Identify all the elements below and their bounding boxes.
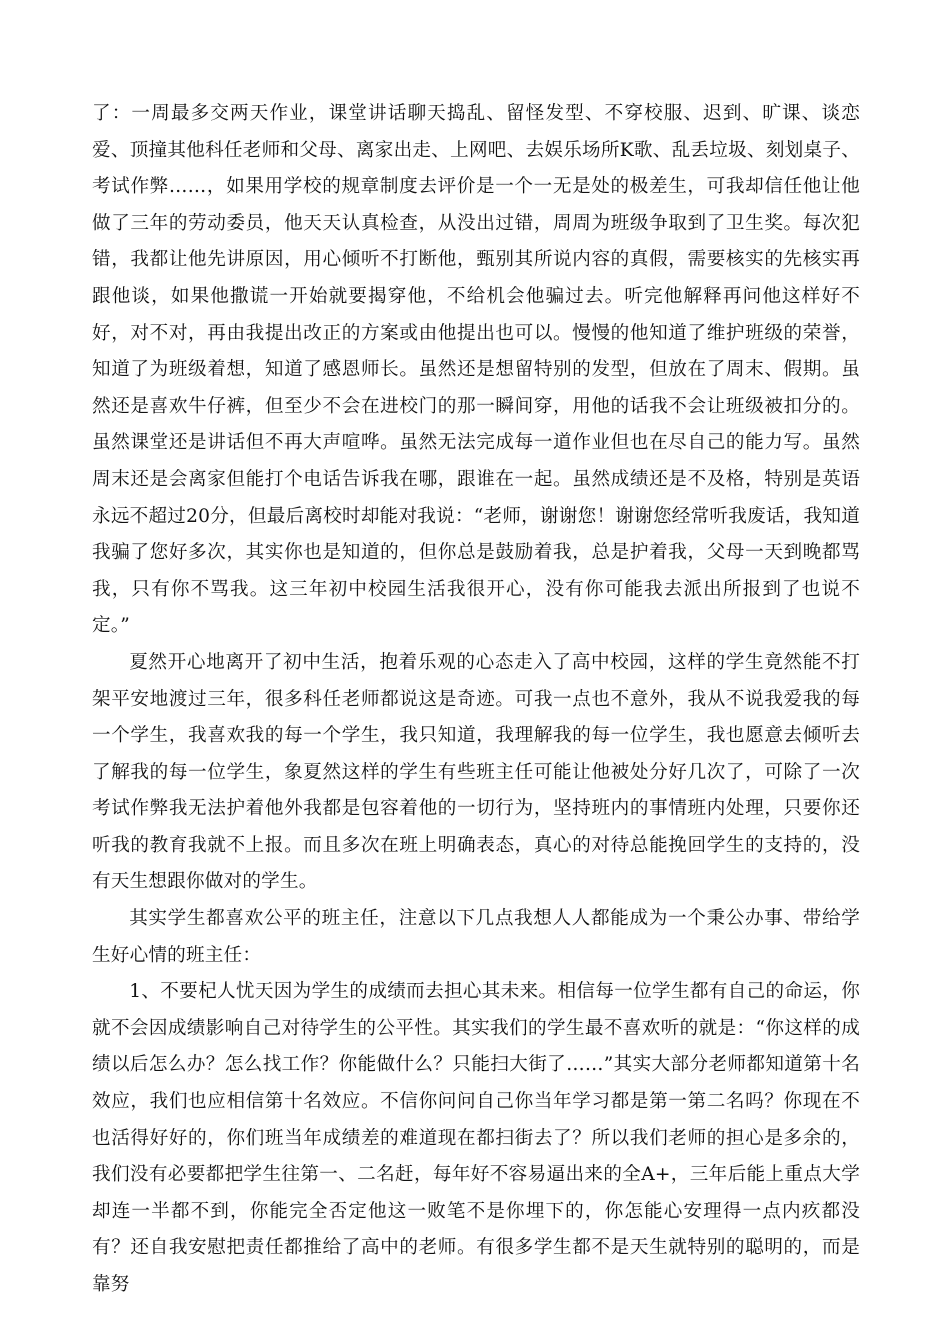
paragraph-4: 1、不要杞人忧天因为学生的成绩而去担心其未来。相信每一位学生都有自己的命运，你就不会因成绩影响自己对待学生的公平性。其实我们的学生最不喜欢听的就是：“你这样的成绩以后怎么办？怎么找工作？你能做什么？只能扫大街了……”其实大部分老师都知道第十名效应，我们也应相信第十名效应。不信你问问自己你当年学习都是第一第二名吗？你现在不也活得好好的，你们班当年成绩差的难道现在都扫街去了？所以我们老师的担心是多余的，我们没有必要都把学生往第一、二名赶，每年好不容易逼出来的全A+，三年后能上重点大学却连一半都不到，你能完全否定他这一败笔不是你埋下的，你怎能心安理得一点内疚都没有？还自我安慰把责任都推给了高中的老师。有很多学生都不是天生就特别的聪明的，而是靠努: [92, 981, 860, 1295]
paragraph-3: 其实学生都喜欢公平的班主任，注意以下几点我想人人都能成为一个秉公办事、带给学生好心情的班主任：: [92, 908, 860, 966]
document-body: [92, 96, 860, 1304]
paragraph-2: 夏然开心地离开了初中生活，抱着乐观的心态走入了高中校园，这样的学生竟然能不打架平安地渡过三年，很多科任老师都说这是奇迹。可我一点也不意外，我从不说我爱我的每一个学生，我喜欢我的每一个学生，我只知道，我理解我的每一位学生，我也愿意去倾听去了解我的每一位学生，象夏然这样的学生有些班主任可能让他被处分好几次了，可除了一次考试作弊我无法护着他外我都是包容着他的一切行为，坚持班内的事情班内处理，只要你还听我的教育我就不上报。而且多次在班上明确表态，真心的对待总能挽回学生的支持的，没有天生想跟你做对的学生。: [92, 651, 860, 893]
paragraph-1: 了：一周最多交两天作业，课堂讲话聊天捣乱、留怪发型、不穿校服、迟到、旷课、谈恋爱、顶撞其他科任老师和父母、离家出走、上网吧、去娱乐场所K歌、乱丢垃圾、刻划桌子、考试作弊……，如果用学校的规章制度去评价是一个一无是处的极差生，可我却信任他让他做了三年的劳动委员，他天天认真检查，从没出过错，周周为班级争取到了卫生奖。每次犯错，我都让他先讲原因，用心倾听不打断他，甄别其所说内容的真假，需要核实的先核实再跟他谈，如果他撒谎一开始就要揭穿他，不给机会他骗过去。听完他解释再问他这样好不好，对不对，再由我提出改正的方案或由他提出也可以。慢慢的他知道了维护班级的荣誉，知道了为班级着想，知道了感恩师长。虽然还是想留特别的发型，但放在了周末、假期。虽然还是喜欢牛仔裤，但至少不会在进校门的那一瞬间穿，用他的话我不会让班级被扣分的。虽然课堂还是讲话但不再大声喧哗。虽然无法完成每一道作业但也在尽自己的能力写。虽然周末还是会离家但能打个电话告诉我在哪，跟谁在一起。虽然成绩还是不及格，特别是英语永远不超过20分，但最后离校时却能对我说：“老师，谢谢您！谢谢您经常听我废话，我知道我骗了您好多次，其实你也是知道的，但你总是鼓励着我，总是护着我，父母一天到晚都骂我，只有你不骂我。这三年初中校园生活我很开心，没有你可能我去派出所报到了也说不定。”: [92, 103, 860, 637]
